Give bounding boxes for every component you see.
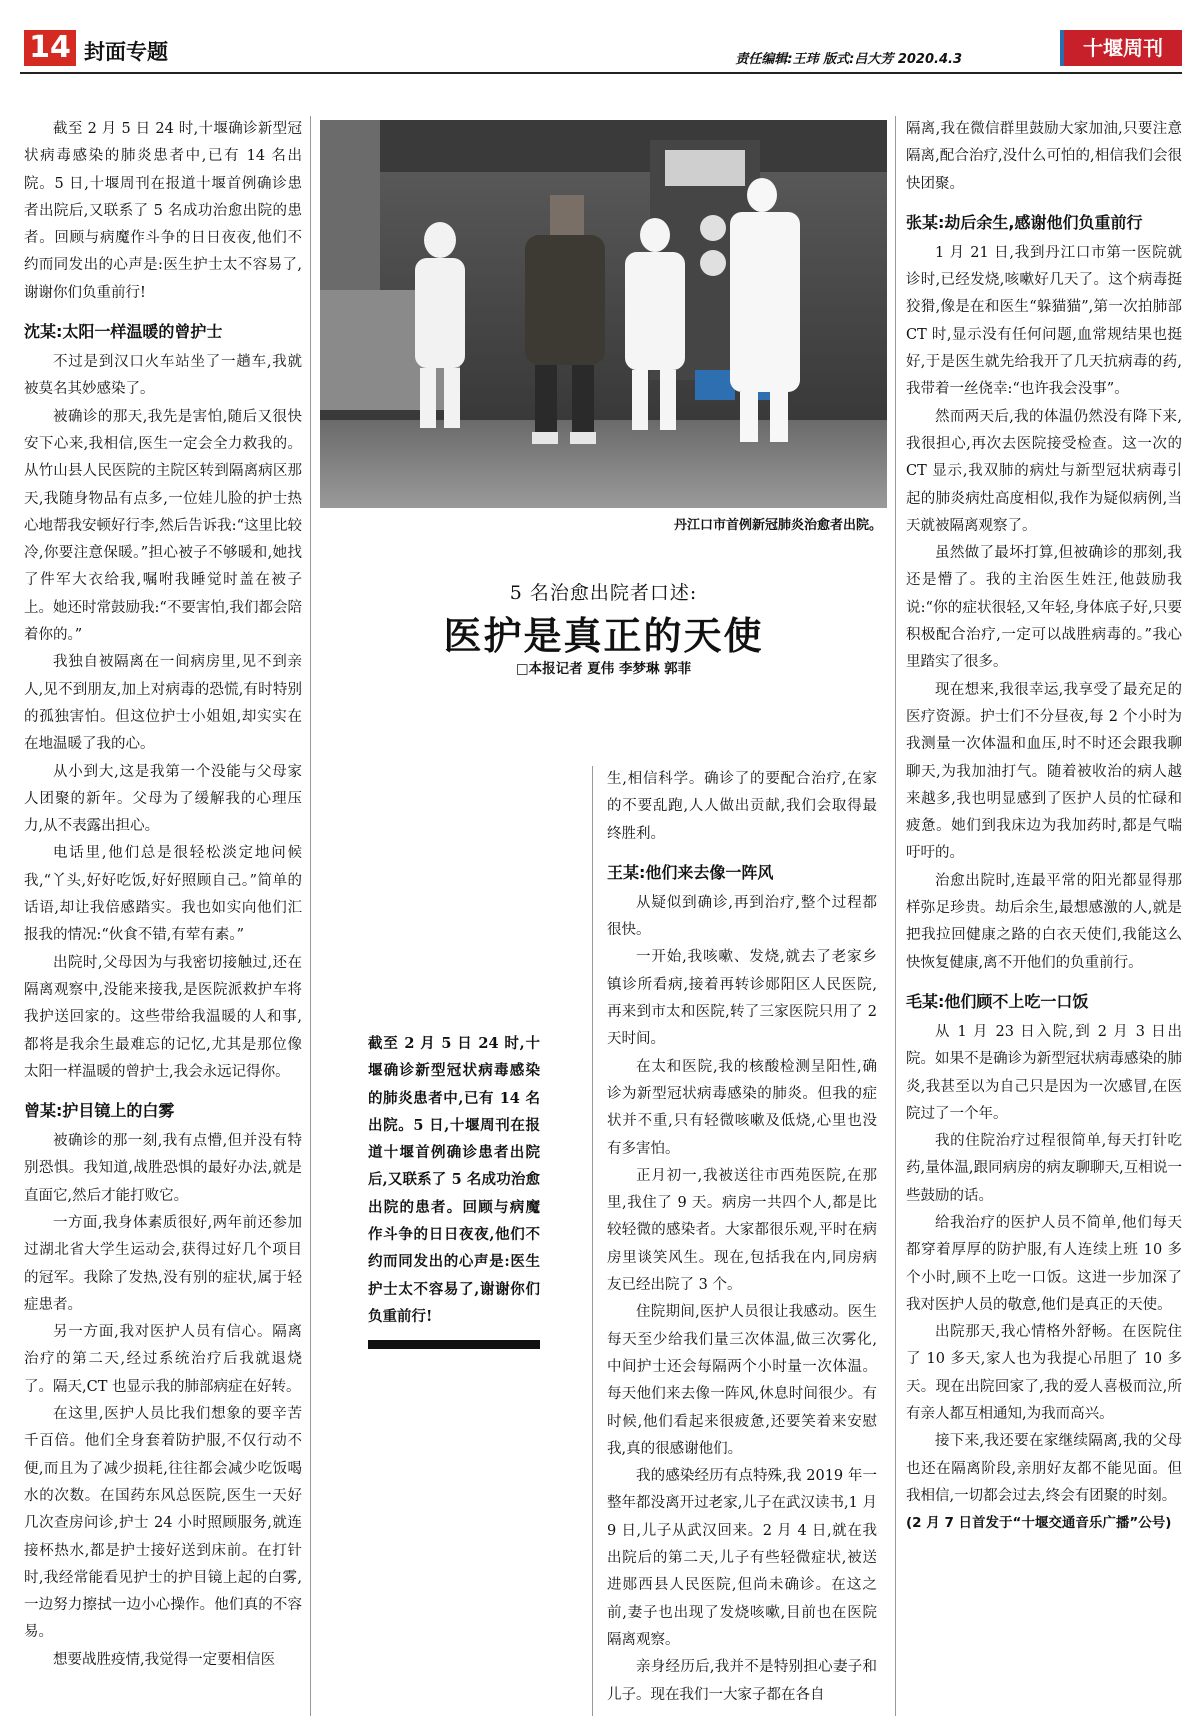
headline: 医护是真正的天使 <box>443 613 764 658</box>
subhead-zhang: 张某:劫后余生,感谢他们负重前行 <box>906 212 1143 232</box>
paragraph: 接下来,我还要在家继续隔离,我的父母也还在隔离阶段,亲朋好友都不能见面。但我相信,一切都会过去,终会有团聚的时刻。 <box>906 1433 1182 1504</box>
paragraph: 在这里,医护人员比我们想象的要辛苦千百倍。他们全身套着防护服,不仅行动不便,而且为了减少损耗,往往都会减少吃饭喝水的次数。在国药东风总医院,医生一天好几次查房问诊,护士 24 小时照顾服务,就连接杯热水,都是护士接好送到床前。在打针时,我经常能看见护士的护目镜上起的白雾,一边努力擦拭一边小心操作。他们真的不容易。 <box>24 1406 302 1641</box>
paragraph: 亲身经历后,我并不是特别担心妻子和儿子。现在我们一大家子都在各自 <box>607 1659 877 1703</box>
article-column-2 <box>607 766 877 1709</box>
paragraph: 电话里,他们总是很轻松淡定地问候我,“丫头,好好吃饭,好好照顾自己。”简单的话语,却让我倍感踏实。我也如实向他们汇报我的情况:“伙食不错,有荤有素。” <box>24 845 302 944</box>
news-photo <box>320 120 887 508</box>
subhead-zeng: 曾某:护目镜上的白雾 <box>24 1101 175 1121</box>
paragraph: 住院期间,医护人员很让我感动。医生每天至少给我们量三次体温,做三次雾化,中间护士还会每隔两个小时量一次体温。每天他们来去像一阵风,休息时间很少。有时候,他们看起来很疲惫,还要笑着来安慰我,真的很感谢他们。 <box>607 1304 877 1457</box>
intro-paragraph: 截至 2 月 5 日 24 时,十堰确诊新型冠状病毒感染的肺炎患者中,已有 14 名出院。5 日,十堰周刊在报道十堰首例确诊患者出院后,又联系了 5 名成功治愈出院的患者。回顾与病魔作斗争的日日夜夜,他们不约而同发出的心声是:医生护士太不容易了,谢谢你们负重前行! <box>24 121 302 301</box>
paragraph: 我的感染经历有点特殊,我 2019 年一整年都没离开过老家,儿子在武汉读书,1 月 9 日,儿子从武汉回来。2 月 4 日,就在我出院后的第二天,儿子有些轻微症状,被送进郧西县人民医院,但尚未确诊。在这之前,妻子也出现了发烧咳嗽,目前也在医院隔离观察。 <box>607 1468 877 1648</box>
paragraph: 然而两天后,我的体温仍然没有降下来,我很担心,再次去医院接受检查。这一次的 CT 显示,我双肺的病灶与新型冠状病毒引起的肺炎病灶高度相似,我作为疑似病例,当天就被隔离观察了。 <box>906 408 1182 534</box>
discharge-photo-illustration <box>320 120 887 508</box>
pull-quote-bar <box>368 1340 540 1349</box>
editor-credits: 责任编辑:王玮 版式:吕大芳 2020.4.3 <box>735 52 962 67</box>
photo-caption: 丹江口市首例新冠肺炎治愈者出院。 <box>673 518 882 533</box>
article-column-1 <box>24 116 302 1674</box>
paragraph: 从小到大,这是我第一个没能与父母家人团聚的新年。父母为了缓解我的心理压力,从不表露出担心。 <box>24 763 302 835</box>
subhead-shen: 沈某:太阳一样温暖的曾护士 <box>24 322 223 342</box>
paragraph: 从疑似到确诊,再到治疗,整个过程都很快。 <box>607 894 877 939</box>
column-divider <box>895 116 896 1716</box>
header-rule <box>20 72 1182 74</box>
paragraph: 给我治疗的医护人员不简单,他们每天都穿着厚厚的防护服,有人连续上班 10 多个小时,顾不上吃一口饭。这进一步加深了我对医护人员的敬意,他们是真正的天使。 <box>906 1214 1182 1313</box>
paragraph: 治愈出院时,连最平常的阳光都显得那样弥足珍贵。劫后余生,最想感激的人,就是把我拉回健康之路的白衣天使们,我能这么快恢复健康,离不开他们的负重前行。 <box>906 872 1182 971</box>
paragraph: 现在想来,我很幸运,我享受了最充足的医疗资源。护士们不分昼夜,每 2 个小时为我测量一次体温和血压,时不时还会跟我聊聊天,为我加油打气。随着被收治的病人越来越多,我也明显感到了医护人员的忙碌和疲惫。她们到我床边为我加药时,都是气喘吁吁的。 <box>906 681 1182 862</box>
paragraph: 不过是到汉口火车站坐了一趟车,我就被莫名其妙感染了。 <box>24 354 302 398</box>
paragraph: 我独自被隔离在一间病房里,见不到亲人,见不到朋友,加上对病毒的恐慌,有时特别的孤独害怕。但这位护士小姐姐,却实实在在地温暖了我的心。 <box>24 654 302 753</box>
paragraph: 在太和医院,我的核酸检测呈阳性,确诊为新型冠状病毒感染的肺炎。但我的症状并不重,只有轻微咳嗽及低烧,心里也没有多害怕。 <box>607 1058 877 1157</box>
subhead-wang: 王某:他们来去像一阵风 <box>607 862 774 882</box>
paragraph: 另一方面,我对医护人员有信心。隔离治疗的第二天,经过系统治疗后我就退烧了。隔天,CT 也显示我的肺部病症在好转。 <box>24 1324 302 1395</box>
paragraph: 生,相信科学。确诊了的要配合治疗,在家的不要乱跑,人人做出贡献,我们会取得最终胜利。 <box>607 771 877 842</box>
subhead-mao: 毛某:他们顾不上吃一口饭 <box>906 991 1089 1011</box>
paragraph: 一开始,我咳嗽、发烧,就去了老家乡镇诊所看病,接着再转诊郧阳区人民医院,再来到市太和医院,转了三家医院只用了 2 天时间。 <box>607 949 877 1048</box>
headline-kicker: 5 名治愈出院者口述: <box>509 582 698 604</box>
paragraph: 出院时,父母因为与我密切接触过,还在隔离观察中,没能来接我,是医院派救护车将我护送回家的。这些带给我温暖的人和事,都将是我余生最难忘的记忆,尤其是那位像太阳一样温暖的曾护士,我会永远记得你。 <box>24 954 302 1080</box>
masthead-logo: 十堰周刊 <box>1060 30 1182 66</box>
paragraph: 从 1 月 23 日入院,到 2 月 3 日出院。如果不是确诊为新型冠状病毒感染的肺炎,我甚至以为自己只是因为一次感冒,在医院过了一个年。 <box>906 1023 1182 1122</box>
paragraph: 出院那天,我心情格外舒畅。在医院住了 10 多天,家人也为我提心吊胆了 10 多天。现在出院回家了,我的爱人喜极而泣,所有亲人都互相通知,为我而高兴。 <box>906 1324 1182 1423</box>
section-title: 封面专题 <box>84 40 168 64</box>
paragraph: 被确诊的那一刻,我有点懵,但并没有特别恐惧。我知道,战胜恐惧的最好办法,就是直面它,然后才能打败它。 <box>24 1133 302 1204</box>
paragraph: 我的住院治疗过程很简单,每天打针吃药,量体温,跟同病房的病友聊聊天,互相说一些鼓励的话。 <box>906 1133 1182 1204</box>
page-number: 14 <box>24 30 76 66</box>
paragraph: 隔离,我在微信群里鼓励大家加油,只要注意隔离,配合治疗,没什么可怕的,相信我们会很快团聚。 <box>906 121 1182 192</box>
source-note: (2 月 7 日首发于“十堰交通音乐广播”公号) <box>906 1515 1172 1532</box>
column-divider <box>592 766 593 1716</box>
paragraph: 一方面,我身体素质很好,两年前还参加过湖北省大学生运动会,获得过好几个项目的冠军。我除了发热,没有别的症状,属于轻症患者。 <box>24 1214 302 1313</box>
paragraph: 正月初一,我被送往市西苑医院,在那里,我住了 9 天。病房一共四个人,都是比较轻微的感染者。大家都很乐观,平时在病房里谈笑风生。现在,包括我在内,同房病友已经出院了 3 个。 <box>607 1167 877 1294</box>
page-header <box>20 26 1182 70</box>
paragraph: 虽然做了最坏打算,但被确诊的那刻,我还是懵了。我的主治医生姓汪,他鼓励我说:“你的症状很轻,又年轻,身体底子好,只要积极配合治疗,一定可以战胜病毒的。”我心里踏实了很多。 <box>906 545 1182 671</box>
column-divider <box>310 116 311 1716</box>
paragraph: 想要战胜疫情,我觉得一定要相信医 <box>53 1651 276 1668</box>
pull-quote: 截至 2 月 5 日 24 时,十堰确诊新型冠状病毒感染的肺炎患者中,已有 14 名出院。5 日,十堰周刊在报道十堰首例确诊患者出院后,又联系了 5 名成功治愈出院的患者。回顾与病魔作斗争的日日夜夜,他们不约而同发出的心声是:医生护士太不容易了,谢谢你们负重前行! <box>368 1035 540 1325</box>
paragraph: 1 月 21 日,我到丹江口市第一医院就诊时,已经发烧,咳嗽好几天了。这个病毒挺狡猾,像是在和医生“躲猫猫”,第一次拍肺部 CT 时,显示没有任何问题,血常规结果也挺好,于是医生就先给我开了几天抗病毒的药,我带着一丝侥幸:“也许我会没事”。 <box>906 244 1182 398</box>
byline: □本报记者 夏伟 李梦琳 郭菲 <box>515 661 692 677</box>
paragraph: 被确诊的那天,我先是害怕,随后又很快安下心来,我相信,医生一定会全力救我的。从竹山县人民医院的主院区转到隔离病区那天,我随身物品有点多,一位娃儿脸的护士热心地帮我安顿好行李,然后告诉我:“这里比较冷,你要注意保暖。”担心被子不够暖和,她找了件军大衣给我,嘱咐我睡觉时盖在被子上。她还时常鼓励我:“不要害怕,我们都会陪着你的。” <box>24 408 302 644</box>
article-column-3 <box>906 116 1182 1538</box>
